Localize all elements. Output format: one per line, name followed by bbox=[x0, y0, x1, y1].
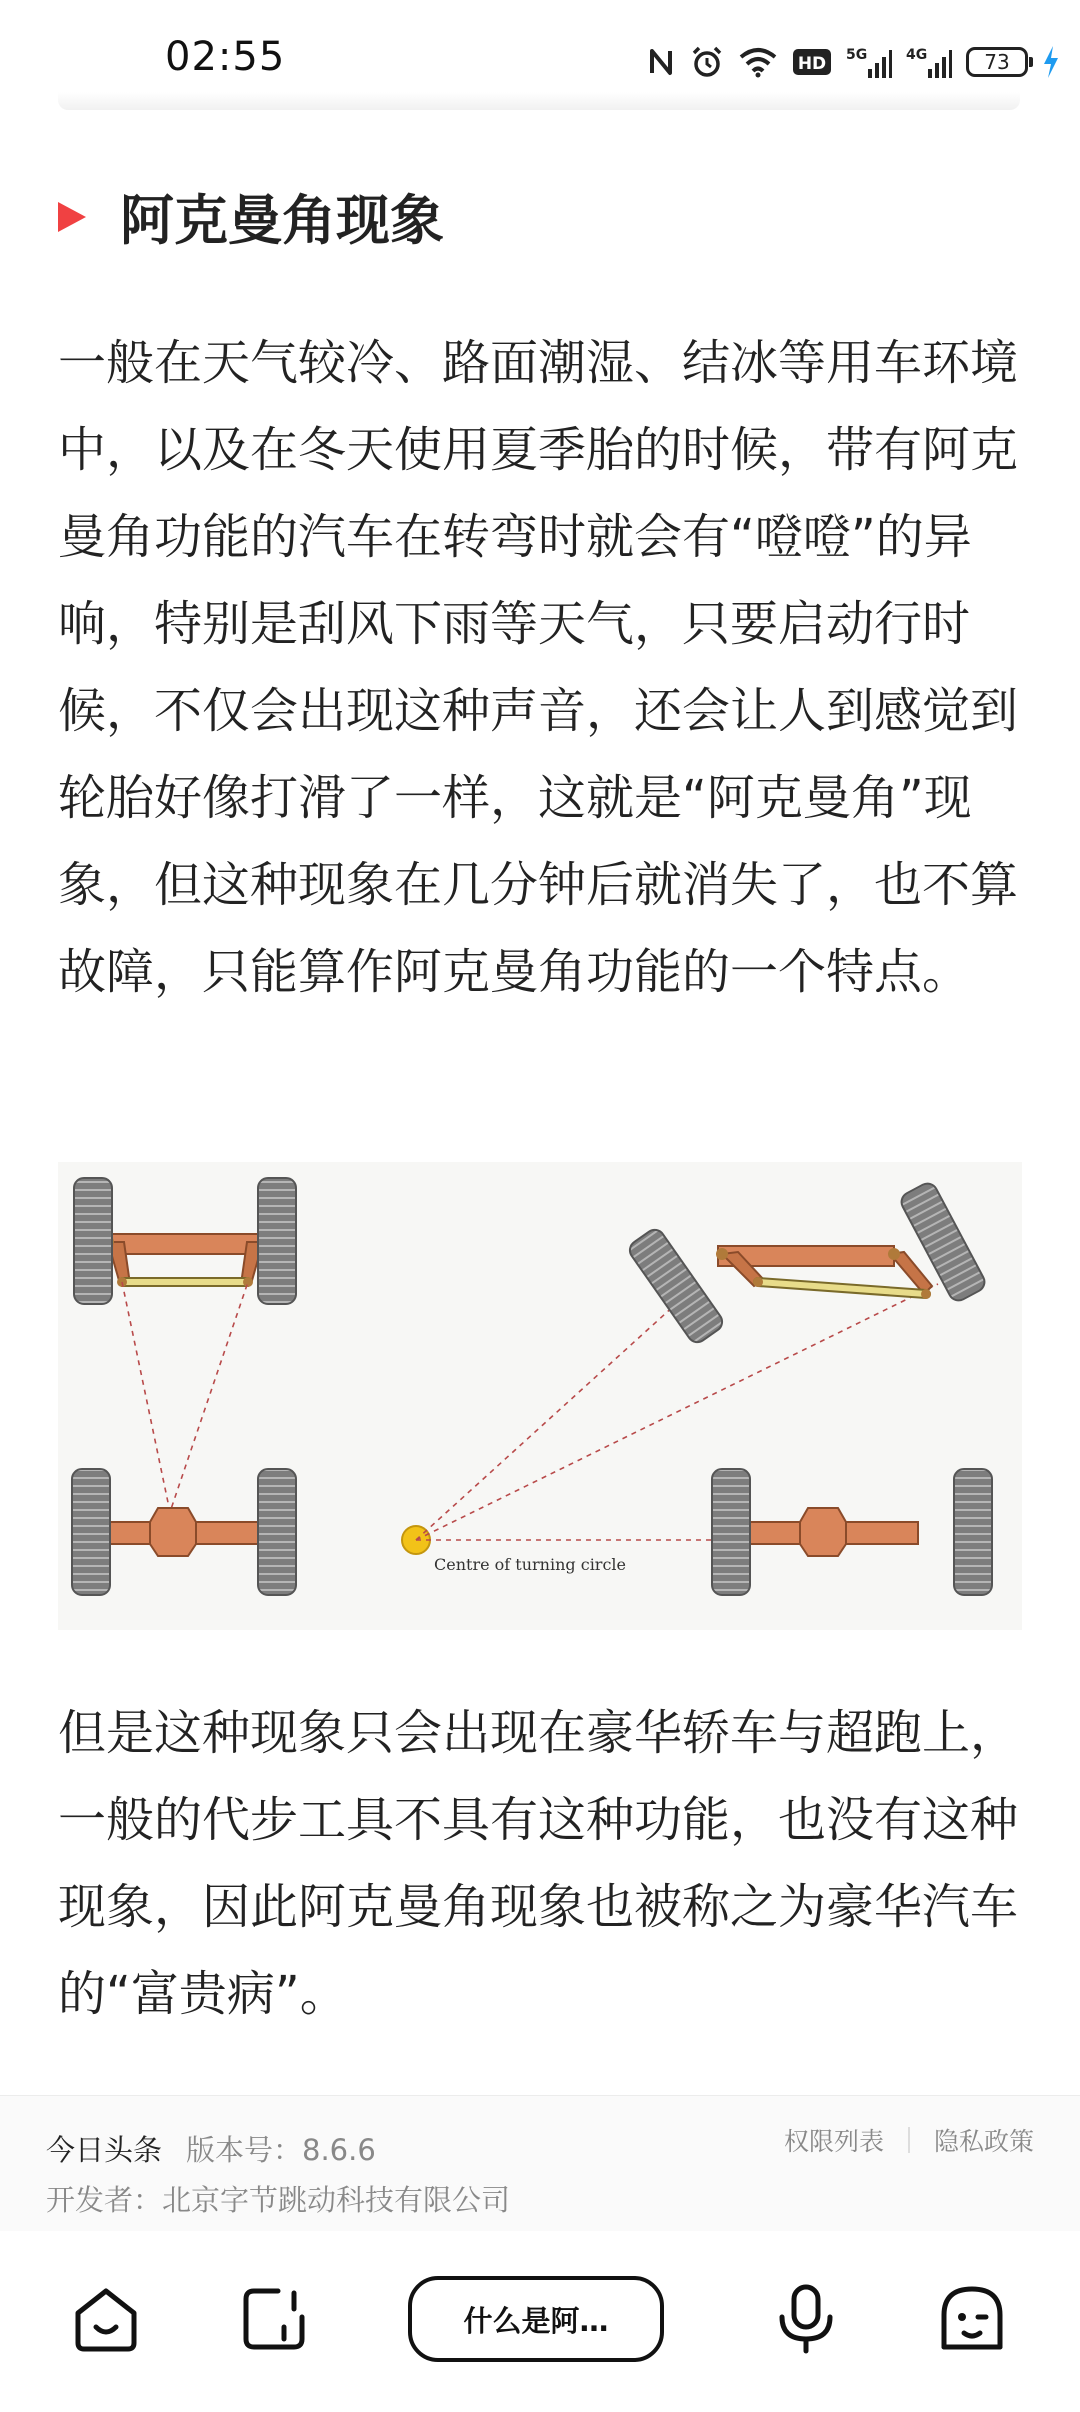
app-version: 版本号：8.6.6 bbox=[186, 2133, 376, 2167]
search-button[interactable]: 什么是阿… bbox=[408, 2276, 664, 2362]
wifi-icon bbox=[738, 46, 778, 78]
mic-icon[interactable] bbox=[768, 2281, 844, 2357]
battery-icon: 73 bbox=[966, 47, 1028, 77]
heading-text: 阿克曼角现象 bbox=[120, 189, 444, 252]
ackermann-steering-figure[interactable] bbox=[58, 1162, 1022, 1630]
edit-icon[interactable] bbox=[236, 2281, 312, 2357]
charging-icon bbox=[1042, 45, 1060, 79]
privacy-link[interactable]: 隐私政策 bbox=[933, 2127, 1034, 2156]
heading-marker-icon bbox=[58, 202, 86, 232]
status-icons bbox=[646, 40, 1060, 84]
figure-caption: Centre of turning circle bbox=[434, 1555, 626, 1574]
link-divider bbox=[908, 2127, 910, 2153]
svg-text:HD: HD bbox=[797, 54, 827, 74]
right-vehicle-diagram bbox=[626, 1180, 992, 1595]
article-paragraph-1: 一般在天气较冷、路面潮湿、结冰等用车环境中，以及在冬天使用夏季胎的时候，带有阿克曼角功能的汽车在转弯时就会有“噔噔”的异响，特别是刮风下雨等天气，只要启动行时候，不仅会出现这种声音，还会让人到感觉到轮胎好像打滑了一样，这就是“阿克曼角”现象，但这种现象在几分钟后就消失了，也不算故障，只能算作阿克曼角功能的一个特点。 bbox=[58, 335, 1019, 1000]
previous-card-edge bbox=[58, 92, 1020, 110]
app-info-footer bbox=[0, 2095, 1080, 2232]
nfc-icon bbox=[646, 45, 676, 79]
hd-icon bbox=[792, 47, 832, 77]
article-paragraph-2: 但是这种现象只会出现在豪华轿车与超跑上，一般的代步工具不具有这种功能，也没有这种现象，因此阿克曼角现象也被称之为豪华汽车的“富贵病”。 bbox=[58, 1705, 1019, 2022]
developer-info: 开发者：北京字节跳动科技有限公司 bbox=[46, 2183, 511, 2217]
status-time: 02:55 bbox=[165, 34, 286, 80]
section-heading bbox=[58, 178, 444, 255]
permissions-link[interactable]: 权限列表 bbox=[783, 2127, 884, 2156]
app-name: 今日头条 bbox=[46, 2133, 163, 2167]
svg-text:4G: 4G bbox=[906, 47, 928, 63]
home-icon[interactable] bbox=[68, 2281, 144, 2357]
left-vehicle-diagram bbox=[72, 1178, 296, 1595]
profile-icon[interactable] bbox=[934, 2281, 1010, 2357]
bottom-navigation bbox=[0, 2231, 1080, 2412]
alarm-icon bbox=[690, 45, 724, 79]
4g-signal-icon bbox=[906, 45, 952, 79]
svg-text:5G: 5G bbox=[846, 47, 868, 63]
policy-links bbox=[784, 2122, 1034, 2158]
5g-signal-icon bbox=[846, 45, 892, 79]
